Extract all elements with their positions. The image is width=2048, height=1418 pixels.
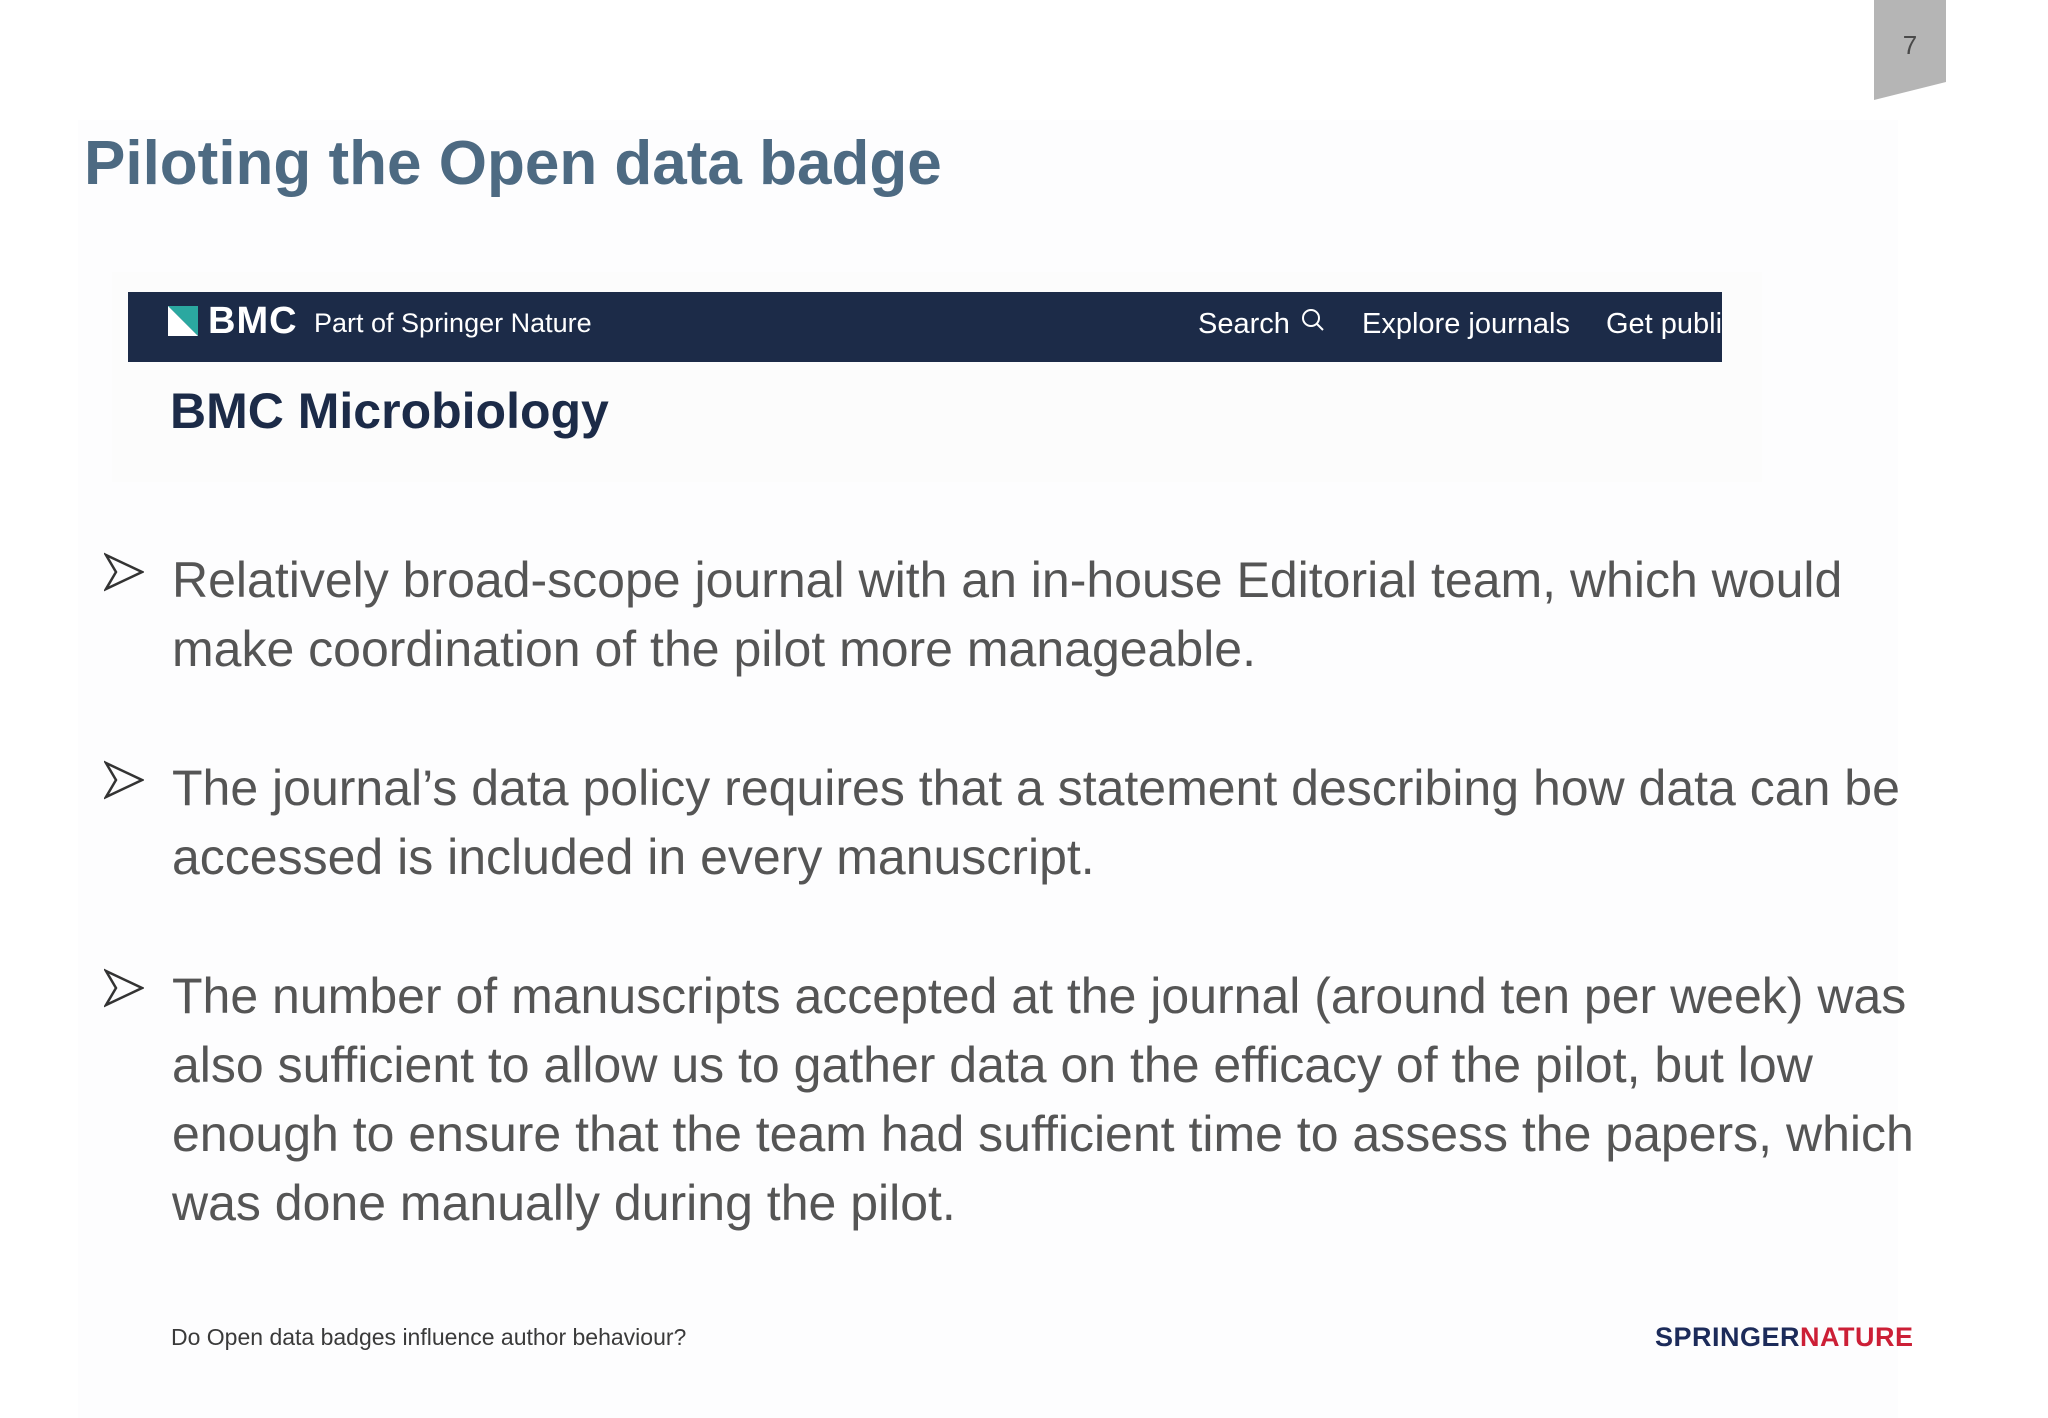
search-icon [1298,306,1328,336]
page-number: 7 [1902,30,1918,60]
bmc-header-bar [128,292,1722,362]
bmc-tagline: Part of Springer Nature [314,308,592,338]
nav-explore-journals-link: Explore journals [1362,308,1570,340]
bullet-item [104,962,1914,1242]
nav-get-published-link: Get publi [1606,308,1722,340]
bullet-text: Relatively broad-scope journal with an in-house Editorial team, which would make coordination of the pilot more manageable. [172,552,1843,677]
slide-title: Piloting the Open data badge [84,129,942,198]
nav-search-link: Search [1198,308,1290,340]
bullet-text: The journal’s data policy requires that a statement describing how data can be accessed is included in every manuscript. [172,760,1900,885]
bullet-text: The number of manuscripts accepted at the journal (around ten per week) was also sufficient to allow us to gather data on the efficacy of the pilot, but low enough to ensure that the team had sufficient time to assess the papers, which was done manually during the pilot. [172,968,1914,1231]
bullet-item [104,546,1904,686]
bmc-logo-text: BMC [208,300,298,342]
arrow-bullet-icon [104,968,144,1008]
arrow-bullet-icon [104,760,144,800]
bmc-logo-icon [168,306,198,336]
logo-springer-text: SPRINGER [1655,1322,1801,1352]
arrow-bullet-icon [104,552,144,592]
bullet-item [104,754,1904,894]
journal-title: BMC Microbiology [170,383,609,439]
footer-caption: Do Open data badges influence author behaviour? [171,1324,687,1350]
logo-nature-text: NATURE [1800,1322,1914,1352]
springer-nature-logo [1655,1322,1914,1353]
